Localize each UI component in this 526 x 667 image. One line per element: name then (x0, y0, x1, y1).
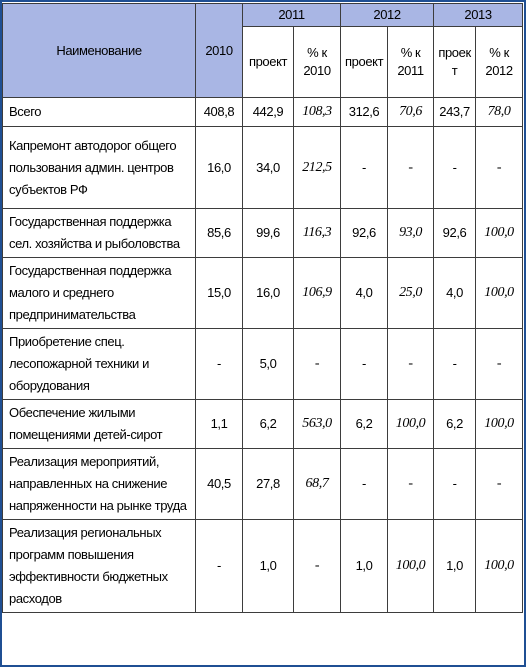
cell-project-2013: - (434, 449, 476, 520)
cell-pct-2012: 25,0 (388, 258, 434, 329)
row-name: Государственная поддержка сел. хозяйства и рыболовства (3, 209, 196, 258)
cell-project-2012: - (341, 329, 388, 400)
cell-project-2011: 16,0 (243, 258, 294, 329)
cell-project-2013: 1,0 (434, 520, 476, 613)
header-2011: 2011 (243, 4, 341, 27)
cell-pct-2011: 106,9 (294, 258, 341, 329)
cell-project-2012: 92,6 (341, 209, 388, 258)
cell-project-2011: 442,9 (243, 98, 294, 127)
row-name: Государственная поддержка малого и среднего предпринимательства (3, 258, 196, 329)
cell-pct-2012: 93,0 (388, 209, 434, 258)
header-project-2011: проект (243, 27, 294, 98)
table-row (3, 127, 523, 209)
cell-project-2013: 4,0 (434, 258, 476, 329)
cell-pct-2012: - (388, 127, 434, 209)
cell-pct-2013: 100,0 (476, 209, 523, 258)
cell-project-2012: 4,0 (341, 258, 388, 329)
cell-pct-2013: - (476, 329, 523, 400)
budget-table (2, 3, 523, 613)
cell-pct-2013: - (476, 127, 523, 209)
cell-pct-2012: 100,0 (388, 400, 434, 449)
cell-project-2013: 243,7 (434, 98, 476, 127)
header-name: Наименование (3, 4, 196, 98)
cell-project-2012: - (341, 127, 388, 209)
cell-project-2012: 1,0 (341, 520, 388, 613)
cell-project-2013: 6,2 (434, 400, 476, 449)
cell-project-2012: 312,6 (341, 98, 388, 127)
cell-pct-2011: 116,3 (294, 209, 341, 258)
cell-2010: 15,0 (196, 258, 243, 329)
cell-project-2011: 1,0 (243, 520, 294, 613)
cell-2010: 408,8 (196, 98, 243, 127)
cell-2010: 40,5 (196, 449, 243, 520)
row-name: Реализация региональных программ повышения эффективности бюджетных расходов (3, 520, 196, 613)
row-name: Обеспечение жилыми помещениями детей-сирот (3, 400, 196, 449)
cell-project-2013: - (434, 127, 476, 209)
header-2012: 2012 (341, 4, 434, 27)
cell-pct-2011: 108,3 (294, 98, 341, 127)
cell-2010: 16,0 (196, 127, 243, 209)
header-2013: 2013 (434, 4, 523, 27)
row-name: Реализация мероприятий, направленных на снижение напряженности на рынке труда (3, 449, 196, 520)
cell-pct-2011: 212,5 (294, 127, 341, 209)
cell-pct-2011: 563,0 (294, 400, 341, 449)
row-name: Приобретение спец. лесопожарной техники и оборудования (3, 329, 196, 400)
row-name: Всего (3, 98, 196, 127)
header-project-2013: проек т (434, 27, 476, 98)
cell-project-2013: 92,6 (434, 209, 476, 258)
row-name: Капремонт автодорог общего пользования админ. центров субъектов РФ (3, 127, 196, 209)
cell-pct-2011: - (294, 520, 341, 613)
cell-pct-2011: 68,7 (294, 449, 341, 520)
header-project-2012: проект (341, 27, 388, 98)
cell-pct-2013: 78,0 (476, 98, 523, 127)
cell-pct-2012: 100,0 (388, 520, 434, 613)
table-row (3, 400, 523, 449)
table-row (3, 209, 523, 258)
cell-project-2011: 99,6 (243, 209, 294, 258)
cell-pct-2013: 100,0 (476, 258, 523, 329)
cell-project-2013: - (434, 329, 476, 400)
cell-pct-2013: 100,0 (476, 400, 523, 449)
cell-2010: 85,6 (196, 209, 243, 258)
cell-project-2012: - (341, 449, 388, 520)
table-row (3, 329, 523, 400)
header-pct-2012: % к 2011 (388, 27, 434, 98)
cell-pct-2012: - (388, 329, 434, 400)
cell-2010: 1,1 (196, 400, 243, 449)
header-pct-2013: % к 2012 (476, 27, 523, 98)
cell-2010: - (196, 520, 243, 613)
header-pct-2011: % к 2010 (294, 27, 341, 98)
table-row (3, 449, 523, 520)
cell-2010: - (196, 329, 243, 400)
table-row (3, 98, 523, 127)
cell-project-2011: 6,2 (243, 400, 294, 449)
table-row (3, 520, 523, 613)
cell-pct-2012: - (388, 449, 434, 520)
cell-project-2011: 34,0 (243, 127, 294, 209)
cell-project-2012: 6,2 (341, 400, 388, 449)
header-2010: 2010 (196, 4, 243, 98)
cell-pct-2013: 100,0 (476, 520, 523, 613)
cell-pct-2012: 70,6 (388, 98, 434, 127)
cell-pct-2011: - (294, 329, 341, 400)
cell-project-2011: 5,0 (243, 329, 294, 400)
table-row (3, 258, 523, 329)
cell-pct-2013: - (476, 449, 523, 520)
cell-project-2011: 27,8 (243, 449, 294, 520)
